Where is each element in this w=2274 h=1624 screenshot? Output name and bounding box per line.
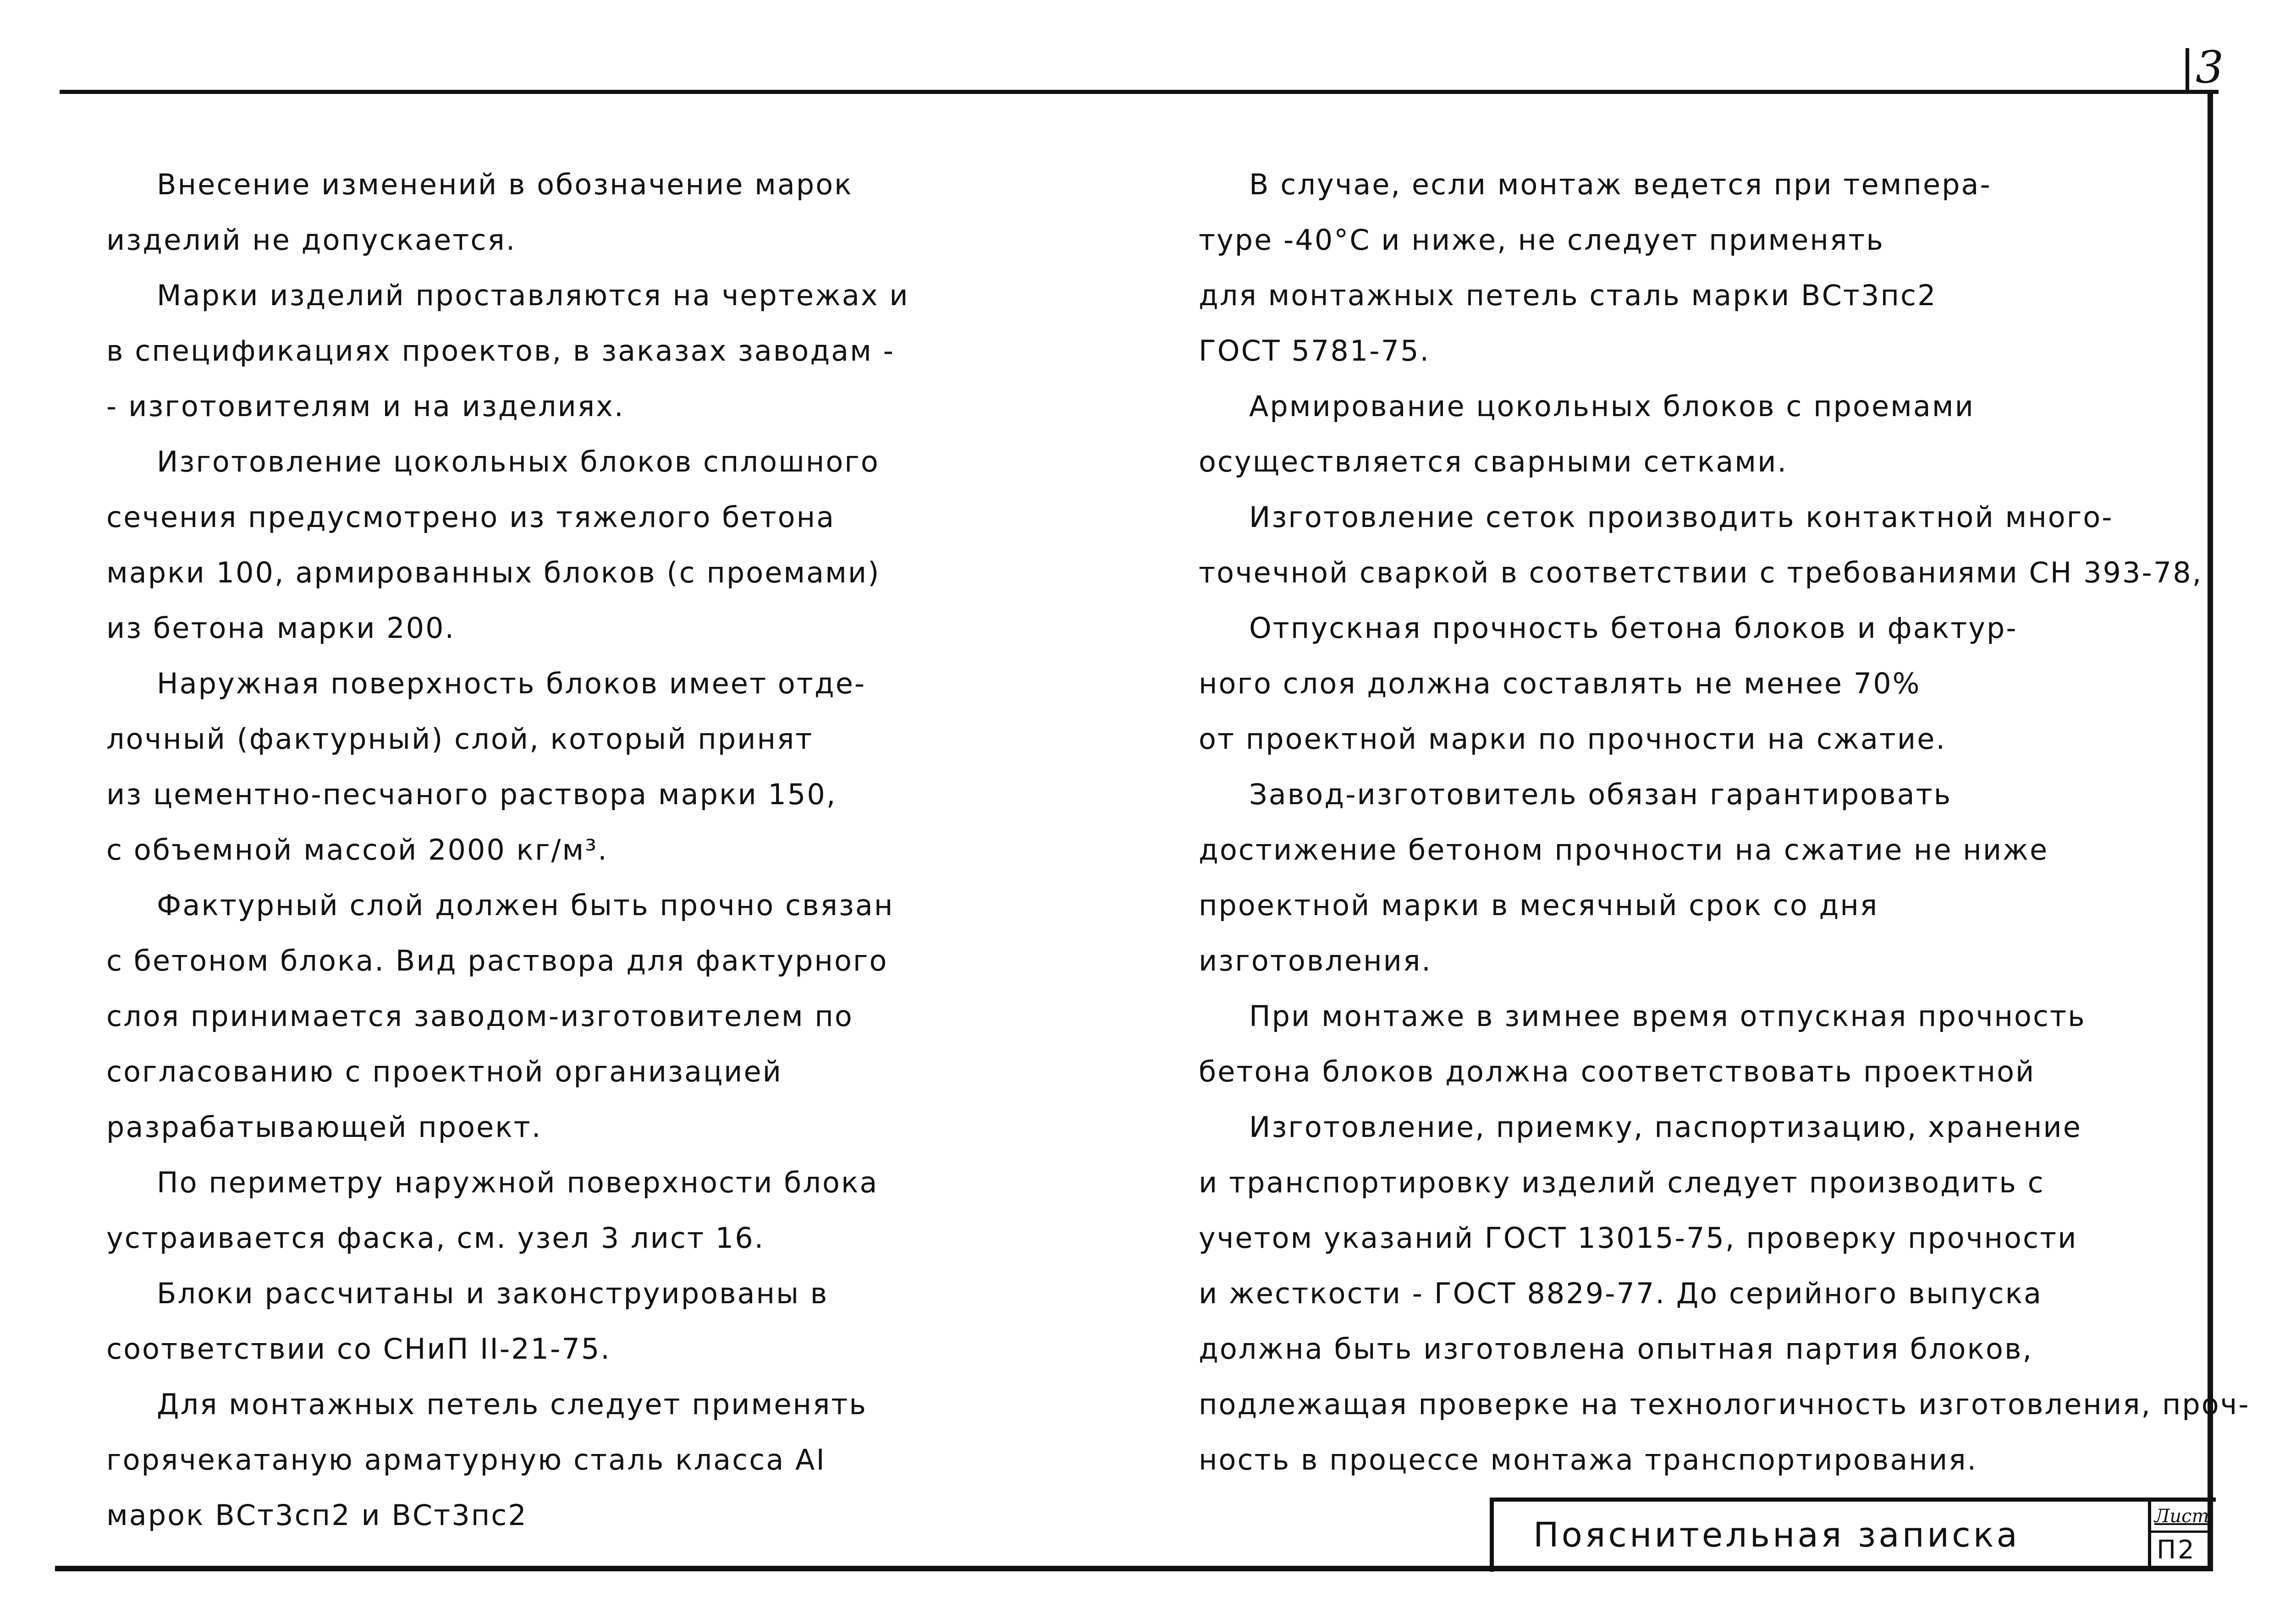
left-text-column <box>106 157 1165 1543</box>
text-line: разрабатывающей проект. <box>106 1110 542 1144</box>
text-line: изготовления. <box>1199 944 1432 977</box>
sheet-cell-divider <box>2151 1531 2210 1533</box>
text-line: из бетона марки 200. <box>106 611 456 645</box>
text-line: - изготовителям и на изделиях. <box>106 390 625 423</box>
text-line: В случае, если монтаж ведется при темпера- <box>1249 168 1992 201</box>
text-line: Завод-изготовитель обязан гарантировать <box>1249 778 1952 811</box>
text-line: соответствии со СНиП II-21-75. <box>106 1332 611 1366</box>
text-line: для монтажных петель сталь марки ВСт3пс2 <box>1199 279 1937 312</box>
text-line: По периметру наружной поверхности блока <box>157 1166 879 1199</box>
text-line: ность в процессе монтажа транспортирования. <box>1199 1443 1978 1476</box>
text-line: с объемной массой 2000 кг/м³. <box>106 833 608 867</box>
text-line: ГОСТ 5781-75. <box>1199 334 1431 368</box>
text-line: Отпускная прочность бетона блоков и фактур- <box>1249 611 2018 645</box>
text-line: и жесткости - ГОСТ 8829-77. До серийного выпуска <box>1199 1277 2043 1310</box>
text-line: учетом указаний ГОСТ 13015-75, проверку прочности <box>1199 1221 2078 1255</box>
text-line: подлежащая проверке на технологичность изготовления, проч- <box>1199 1388 2250 1421</box>
text-line: изделий не допускается. <box>106 223 517 257</box>
text-line: должна быть изготовлена опытная партия блоков, <box>1199 1332 2033 1366</box>
text-line: ного слоя должна составлять не менее 70% <box>1199 667 1921 700</box>
text-line: марок ВСт3сп2 и ВСт3пс2 <box>106 1498 528 1532</box>
text-line: согласованию с проектной организацией <box>106 1055 782 1088</box>
text-line: сечения предусмотрено из тяжелого бетона <box>106 500 836 534</box>
text-line: Блоки рассчитаны и законструированы в <box>157 1277 829 1310</box>
text-line: При монтаже в зимнее время отпускная прочность <box>1249 999 2086 1033</box>
text-line: Марки изделий проставляются на чертежах и <box>157 279 909 312</box>
text-line: Армирование цокольных блоков с проемами <box>1249 390 1975 423</box>
text-line: с бетоном блока. Вид раствора для фактурного <box>106 944 888 977</box>
text-line: достижение бетоном прочности на сжатие не ниже <box>1199 833 2049 867</box>
text-line: Изготовление цокольных блоков сплошного <box>157 445 880 478</box>
text-line: от проектной марки по прочности на сжатие. <box>1199 722 1947 756</box>
sheet-label: Лист <box>2154 1506 2209 1527</box>
text-line: из цементно-песчаного раствора марки 150, <box>106 778 837 811</box>
text-line: Изготовление сеток производить контактной много- <box>1249 500 2114 534</box>
right-text-column <box>1199 157 2250 1487</box>
text-line: осуществляется сварными сетками. <box>1199 445 1788 478</box>
text-line: Наружная поверхность блоков имеет отде- <box>157 667 866 700</box>
text-line: горячекатаную арматурную сталь класса АI <box>106 1443 826 1476</box>
text-line: марки 100, армированных блоков (с проемами) <box>106 556 881 589</box>
document-title: Пояснительная записка <box>1533 1515 2020 1555</box>
text-line: в спецификациях проектов, в заказах заводам - <box>106 334 895 368</box>
page-number: 3 <box>2196 42 2224 93</box>
text-line: туре -40°С и ниже, не следует применять <box>1199 223 1884 257</box>
text-line: Изготовление, приемку, паспортизацию, хранение <box>1249 1110 2082 1144</box>
text-line: устраивается фаска, см. узел 3 лист 16. <box>106 1221 765 1255</box>
text-line: слоя принимается заводом-изготовителем по <box>106 999 853 1033</box>
text-line: Для монтажных петель следует применять <box>157 1388 867 1421</box>
text-line: лочный (фактурный) слой, который принят <box>106 722 814 756</box>
text-line: Фактурный слой должен быть прочно связан <box>157 889 894 922</box>
sheet-number: П2 <box>2157 1535 2196 1565</box>
text-line: проектной марки в месячный срок со дня <box>1199 889 1879 922</box>
text-line: и транспортировку изделий следует производить с <box>1199 1166 2045 1199</box>
text-line: Внесение изменений в обозначение марок <box>157 168 853 201</box>
text-line: точечной сваркой в соответствии с требованиями СН 393-78, <box>1199 556 2203 589</box>
text-line: бетона блоков должна соответствовать проектной <box>1199 1055 2036 1088</box>
